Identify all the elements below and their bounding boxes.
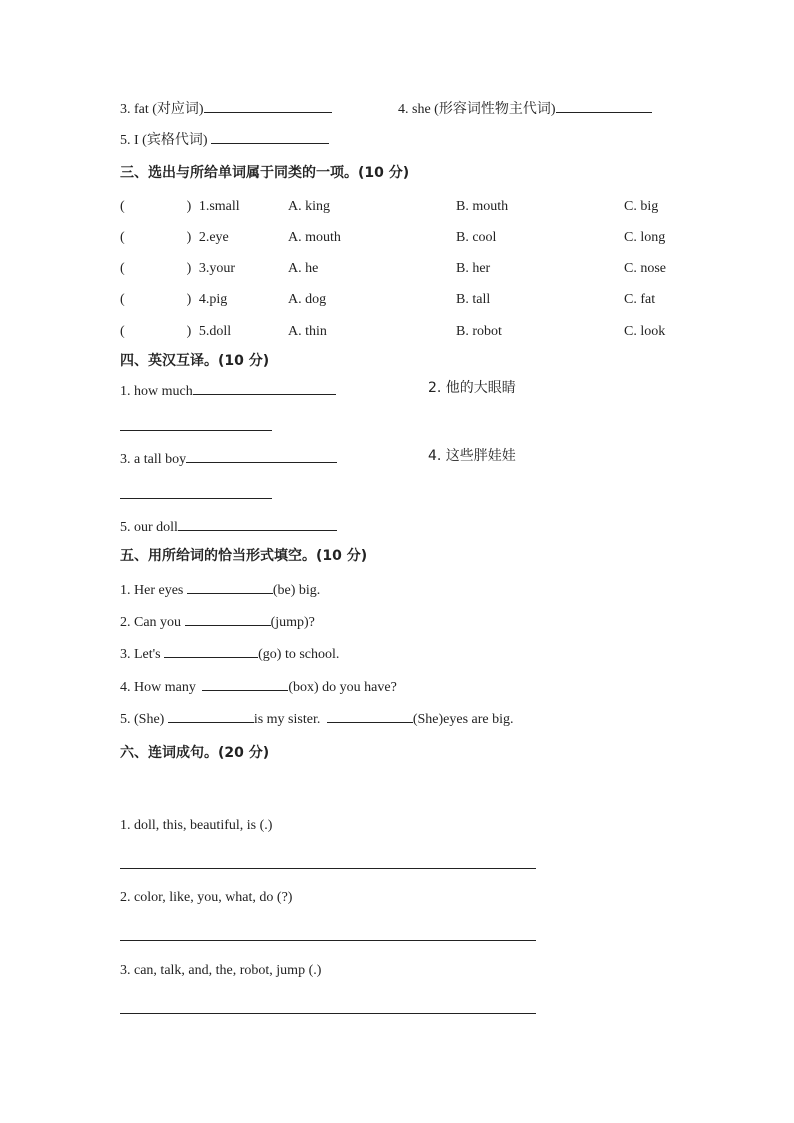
part4-q1 bbox=[120, 380, 336, 401]
paren-open: ( bbox=[120, 199, 125, 214]
answer-blank[interactable] bbox=[185, 611, 271, 626]
q-text: is my sister. bbox=[253, 712, 321, 727]
paren-open: ( bbox=[120, 230, 125, 245]
part3-heading: 三、选出与所给单词属于同类的一项。(10 分) bbox=[120, 165, 410, 181]
option-c: C. long bbox=[624, 230, 666, 245]
paren-close: ) bbox=[186, 292, 192, 307]
part4-heading: 四、英汉互译。(10 分) bbox=[120, 353, 270, 369]
option-b: B. mouth bbox=[456, 199, 509, 214]
part5-q5 bbox=[120, 708, 514, 729]
option-a: A. thin bbox=[288, 324, 327, 339]
part2-q5 bbox=[120, 129, 329, 150]
part5-q2 bbox=[120, 611, 315, 632]
q-text: (She)eyes are big. bbox=[412, 712, 514, 727]
part3-row bbox=[120, 291, 227, 309]
answer-blank[interactable] bbox=[211, 129, 329, 144]
question-word: 3.your bbox=[198, 261, 236, 276]
answer-line[interactable] bbox=[120, 940, 536, 941]
option-a: A. dog bbox=[288, 292, 327, 307]
option-b: B. robot bbox=[456, 324, 502, 339]
question-word: 5.doll bbox=[198, 324, 232, 339]
paren-close: ) bbox=[186, 261, 192, 276]
paren-close: ) bbox=[186, 199, 192, 214]
part2-q3 bbox=[120, 98, 332, 119]
part4-q1-text: 1. how much bbox=[120, 384, 193, 399]
option-b: B. her bbox=[456, 261, 491, 276]
q-text: (jump)? bbox=[270, 615, 315, 630]
option-a: A. king bbox=[288, 199, 330, 214]
part6-heading: 六、连词成句。(20 分) bbox=[120, 745, 270, 761]
answer-blank[interactable] bbox=[178, 516, 337, 531]
answer-blank[interactable] bbox=[164, 643, 258, 658]
answer-blank[interactable] bbox=[186, 448, 337, 463]
q-text: 1. Her eyes bbox=[120, 583, 184, 598]
part2-q5-text: 5. I (宾格代词) bbox=[120, 133, 208, 148]
option-a: A. he bbox=[288, 261, 319, 276]
part5-q4 bbox=[120, 676, 397, 697]
q-text: 5. (She) bbox=[120, 712, 165, 727]
part3-row bbox=[120, 323, 231, 341]
part5-q3 bbox=[120, 643, 339, 664]
option-c: C. big bbox=[624, 199, 659, 214]
part4-q3-text: 3. a tall boy bbox=[120, 452, 187, 467]
answer-blank[interactable] bbox=[168, 708, 254, 723]
option-c: C. look bbox=[624, 324, 666, 339]
answer-blank[interactable] bbox=[327, 708, 413, 723]
question-word: 1.small bbox=[198, 199, 240, 214]
q-text: 2. Can you bbox=[120, 615, 182, 630]
option-c: C. fat bbox=[624, 292, 656, 307]
answer-blank[interactable] bbox=[556, 98, 652, 113]
part4-q2: 2. 他的大眼睛 bbox=[428, 380, 516, 396]
paren-close: ) bbox=[186, 230, 192, 245]
q-text: (be) big. bbox=[272, 583, 321, 598]
part2-q4 bbox=[398, 98, 652, 119]
part2-q4-text: 4. she (形容词性物主代词) bbox=[398, 102, 556, 117]
q-text: (go) to school. bbox=[258, 647, 340, 662]
part4-q5-text: 5. our doll bbox=[120, 520, 178, 535]
answer-blank[interactable] bbox=[187, 579, 273, 594]
part2-q3-text: 3. fat (对应词) bbox=[120, 102, 204, 117]
paren-open: ( bbox=[120, 324, 125, 339]
option-a: A. mouth bbox=[288, 230, 341, 245]
part3-row bbox=[120, 198, 240, 216]
part4-q5 bbox=[120, 516, 337, 537]
option-b: B. cool bbox=[456, 230, 497, 245]
part6-q3: 3. can, talk, and, the, robot, jump (.) bbox=[120, 963, 322, 978]
q-text: 3. Let's bbox=[120, 647, 161, 662]
q-text: (box) do you have? bbox=[288, 680, 397, 695]
part5-heading: 五、用所给词的恰当形式填空。(10 分) bbox=[120, 548, 368, 564]
answer-line[interactable] bbox=[120, 430, 272, 431]
part4-q4: 4. 这些胖娃娃 bbox=[428, 448, 516, 464]
q-text: 4. How many bbox=[120, 680, 196, 695]
part3-row bbox=[120, 260, 235, 278]
answer-line[interactable] bbox=[120, 498, 272, 499]
answer-blank[interactable] bbox=[193, 380, 336, 395]
part3-row bbox=[120, 229, 229, 247]
answer-blank[interactable] bbox=[204, 98, 332, 113]
answer-line[interactable] bbox=[120, 868, 536, 869]
answer-line[interactable] bbox=[120, 1013, 536, 1014]
option-b: B. tall bbox=[456, 292, 491, 307]
question-word: 2.eye bbox=[198, 230, 229, 245]
answer-blank[interactable] bbox=[202, 676, 288, 691]
part5-q1 bbox=[120, 579, 320, 600]
part6-q1: 1. doll, this, beautiful, is (.) bbox=[120, 818, 273, 833]
part6-q2: 2. color, like, you, what, do (?) bbox=[120, 890, 293, 905]
option-c: C. nose bbox=[624, 261, 666, 276]
paren-open: ( bbox=[120, 261, 125, 276]
paren-close: ) bbox=[186, 324, 192, 339]
part4-q3 bbox=[120, 448, 337, 469]
paren-open: ( bbox=[120, 292, 125, 307]
question-word: 4.pig bbox=[198, 292, 228, 307]
